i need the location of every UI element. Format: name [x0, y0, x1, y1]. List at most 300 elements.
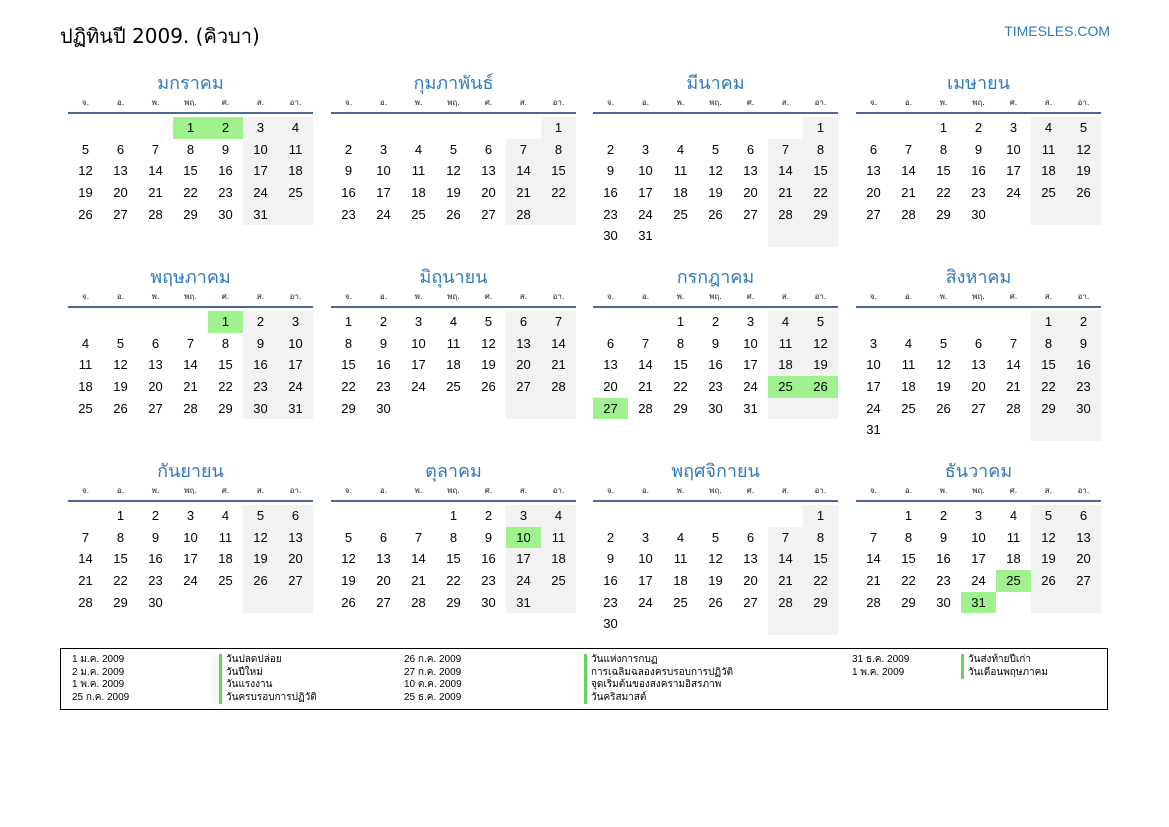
day-cell: 20 — [278, 548, 313, 570]
day-cell: 29 — [1031, 398, 1066, 420]
day-cell: 2 — [243, 311, 278, 333]
day-cell: 6 — [116, 141, 125, 157]
weekday-label: อา. — [289, 98, 302, 107]
day-cell: 11 — [411, 163, 426, 179]
empty-cell — [663, 613, 698, 635]
holiday-day-cell: 1 — [173, 117, 208, 139]
empty-cell — [768, 117, 803, 139]
weekday-label: พฤ. — [184, 486, 197, 495]
day-cell: 6 — [974, 335, 983, 351]
weekday-label: ส. — [1044, 486, 1053, 495]
day-cell: 14 — [768, 548, 803, 570]
day-cell: 12 — [708, 551, 723, 567]
day-cell: 15 — [936, 163, 951, 179]
day-cell: 23 — [936, 573, 951, 589]
empty-cell — [103, 117, 138, 139]
day-cell: 16 — [708, 357, 723, 373]
empty-cell — [331, 505, 366, 527]
day-cell: 14 — [768, 160, 803, 182]
day-cell: 19 — [243, 548, 278, 570]
day-cell: 17 — [638, 185, 653, 201]
day-cell: 14 — [866, 551, 881, 567]
empty-cell — [331, 117, 366, 139]
empty-cell — [628, 613, 663, 635]
empty-cell — [401, 398, 436, 420]
day-cell: 11 — [218, 529, 233, 545]
empty-cell — [803, 225, 838, 247]
day-cell: 29 — [218, 400, 233, 416]
day-cell: 2 — [711, 314, 720, 329]
day-cell: 19 — [113, 379, 128, 395]
holiday-name: วันเดือนพฤษภาคม — [968, 666, 1048, 678]
day-cell: 8 — [904, 529, 913, 545]
day-cell: 10 — [638, 163, 653, 179]
day-cell: 16 — [1066, 354, 1101, 376]
day-grid — [68, 117, 313, 225]
day-cell: 11 — [1006, 529, 1021, 545]
day-cell: 5 — [81, 141, 90, 157]
empty-cell — [628, 311, 663, 333]
month-name: มีนาคม — [686, 73, 745, 94]
weekday-label: จ. — [81, 98, 90, 107]
day-cell: 26 — [708, 594, 723, 610]
day-cell: 28 — [866, 594, 881, 610]
month-5 — [68, 264, 313, 419]
weekday-label: พ. — [676, 486, 685, 495]
empty-cell — [996, 311, 1031, 333]
day-cell: 23 — [1066, 376, 1101, 398]
day-cell: 27 — [148, 400, 163, 416]
weekday-label: จ. — [81, 486, 90, 495]
empty-cell — [891, 419, 926, 441]
day-cell: 17 — [376, 185, 391, 201]
day-cell: 12 — [1066, 139, 1101, 161]
day-cell: 4 — [449, 314, 458, 329]
day-cell: 15 — [341, 357, 356, 373]
day-cell: 29 — [936, 206, 951, 222]
holiday-date: 1 พ.ค. 2009 — [852, 666, 905, 678]
day-cell: 28 — [638, 400, 653, 416]
day-cell: 21 — [148, 185, 163, 201]
day-cell: 20 — [113, 185, 128, 201]
weekday-label: จ. — [869, 98, 878, 107]
day-cell: 19 — [481, 357, 496, 373]
day-cell: 6 — [506, 311, 541, 333]
day-cell: 1 — [904, 508, 913, 523]
day-cell: 7 — [81, 529, 90, 545]
day-cell: 15 — [446, 551, 461, 567]
weekday-label: พ. — [414, 486, 423, 495]
weekday-label: ศ. — [1009, 486, 1018, 495]
holiday-day-cell: 27 — [593, 398, 628, 420]
weekday-label: พ. — [939, 486, 948, 495]
day-cell: 25 — [278, 182, 313, 204]
day-cell: 30 — [218, 206, 233, 222]
empty-cell — [698, 117, 733, 139]
day-cell: 17 — [411, 357, 426, 373]
day-cell: 5 — [344, 529, 353, 545]
month-7 — [593, 264, 838, 419]
weekday-header — [331, 292, 576, 308]
weekday-label: จ. — [869, 292, 878, 301]
day-cell: 22 — [673, 379, 688, 395]
month-name: มิถุนายน — [419, 267, 488, 288]
day-cell: 26 — [113, 400, 128, 416]
day-cell: 12 — [113, 357, 128, 373]
day-cell: 28 — [183, 400, 198, 416]
day-cell: 25 — [673, 594, 688, 610]
weekday-label: อ. — [116, 98, 125, 107]
day-cell: 8 — [186, 141, 195, 157]
day-cell: 10 — [638, 551, 653, 567]
weekday-label: อ. — [116, 292, 125, 301]
day-cell: 26 — [446, 206, 461, 222]
day-cell: 4 — [221, 508, 230, 523]
day-cell: 17 — [638, 573, 653, 589]
day-cell: 3 — [379, 141, 388, 157]
day-cell: 25 — [901, 400, 916, 416]
day-cell: 4 — [541, 505, 576, 527]
day-cell: 5 — [939, 335, 948, 351]
day-cell: 13 — [376, 551, 391, 567]
day-cell: 3 — [869, 335, 878, 351]
day-cell: 23 — [376, 379, 391, 395]
day-cell: 1 — [541, 117, 576, 139]
day-cell: 26 — [1031, 570, 1066, 592]
empty-cell — [961, 419, 996, 441]
day-cell: 13 — [278, 527, 313, 549]
day-cell: 3 — [186, 508, 195, 523]
day-cell: 24 — [866, 400, 881, 416]
day-cell: 7 — [869, 529, 878, 545]
day-cell: 5 — [243, 505, 278, 527]
day-cell: 9 — [974, 141, 983, 157]
weekday-label: ส. — [781, 292, 790, 301]
day-cell: 15 — [803, 160, 838, 182]
holiday-date-column — [404, 654, 462, 704]
weekday-label: พ. — [414, 292, 423, 301]
day-cell: 20 — [866, 185, 881, 201]
weekday-label: อ. — [904, 98, 913, 107]
day-cell: 17 — [278, 354, 313, 376]
weekday-label: พ. — [939, 292, 948, 301]
day-cell: 2 — [974, 120, 983, 135]
day-cell: 11 — [541, 527, 576, 549]
day-cell: 7 — [506, 139, 541, 161]
empty-cell — [593, 311, 628, 333]
weekday-label: ศ. — [484, 486, 493, 495]
day-cell: 7 — [1009, 335, 1018, 351]
day-cell: 23 — [148, 573, 163, 589]
day-cell: 29 — [901, 594, 916, 610]
weekday-label: จ. — [606, 292, 615, 301]
day-cell: 7 — [904, 141, 913, 157]
day-cell: 12 — [1031, 527, 1066, 549]
weekday-label: ศ. — [746, 98, 755, 107]
empty-cell — [401, 505, 436, 527]
day-cell: 6 — [869, 141, 878, 157]
empty-cell — [733, 225, 768, 247]
day-cell: 18 — [768, 354, 803, 376]
day-cell: 26 — [78, 206, 93, 222]
day-cell: 23 — [341, 206, 356, 222]
holiday-name: วันปีใหม่ — [226, 666, 263, 678]
day-cell: 1 — [449, 508, 458, 523]
weekday-label: พ. — [151, 98, 160, 107]
day-cell: 21 — [901, 185, 916, 201]
day-cell: 26 — [936, 400, 951, 416]
month-name: สิงหาคม — [945, 267, 1012, 288]
month-6 — [331, 264, 576, 419]
empty-cell — [243, 592, 278, 614]
day-cell: 18 — [218, 551, 233, 567]
weekday-label: พฤ. — [184, 98, 197, 107]
empty-cell — [138, 311, 173, 333]
day-cell: 29 — [803, 204, 838, 226]
day-cell: 2 — [606, 529, 615, 545]
day-cell: 21 — [78, 573, 93, 589]
day-cell: 21 — [768, 182, 803, 204]
month-name: พฤศจิกายน — [671, 461, 760, 482]
weekday-label: ส. — [781, 486, 790, 495]
day-cell: 12 — [446, 163, 461, 179]
day-cell: 10 — [376, 163, 391, 179]
day-cell: 27 — [113, 206, 128, 222]
day-cell: 23 — [218, 185, 233, 201]
day-cell: 27 — [278, 570, 313, 592]
weekday-header — [856, 486, 1101, 502]
day-cell: 16 — [341, 185, 356, 201]
day-grid — [331, 311, 576, 419]
day-cell: 23 — [481, 573, 496, 589]
empty-cell — [803, 613, 838, 635]
day-cell: 6 — [1066, 505, 1101, 527]
holiday-date: 10 ต.ค. 2009 — [404, 679, 462, 690]
day-cell: 9 — [1066, 333, 1101, 355]
day-cell: 19 — [936, 379, 951, 395]
day-cell: 28 — [901, 206, 916, 222]
weekday-label: ศ. — [746, 292, 755, 301]
day-cell: 2 — [344, 141, 353, 157]
empty-cell — [698, 225, 733, 247]
empty-cell — [856, 505, 891, 527]
weekday-label: ศ. — [221, 486, 230, 495]
holiday-name: วันแรงงาน — [226, 679, 273, 690]
empty-cell — [996, 204, 1031, 226]
empty-cell — [436, 117, 471, 139]
day-cell: 24 — [638, 206, 653, 222]
weekday-label: พ. — [939, 98, 948, 107]
day-cell: 1 — [344, 314, 353, 329]
weekday-label: พฤ. — [709, 292, 722, 301]
day-cell: 11 — [278, 139, 313, 161]
weekday-label: ศ. — [1009, 98, 1018, 107]
day-cell: 23 — [971, 185, 986, 201]
day-cell: 30 — [148, 594, 163, 610]
holiday-name: การเฉลิมฉลองครบรอบการปฏิวัติ — [591, 666, 734, 678]
day-cell: 4 — [414, 141, 423, 157]
day-cell: 28 — [506, 204, 541, 226]
day-cell: 21 — [411, 573, 426, 589]
weekday-header — [331, 98, 576, 114]
day-cell: 4 — [676, 141, 685, 157]
day-cell: 25 — [411, 206, 426, 222]
day-cell: 12 — [803, 333, 838, 355]
day-cell: 10 — [278, 333, 313, 355]
day-cell: 7 — [768, 139, 803, 161]
weekday-label: ส. — [1044, 98, 1053, 107]
empty-cell — [733, 613, 768, 635]
empty-cell — [208, 592, 243, 614]
empty-cell — [733, 505, 768, 527]
day-cell: 9 — [939, 529, 948, 545]
day-cell: 21 — [638, 379, 653, 395]
day-cell: 8 — [221, 335, 230, 351]
day-cell: 20 — [148, 379, 163, 395]
day-cell: 14 — [411, 551, 426, 567]
weekday-label: อา. — [552, 98, 565, 107]
weekday-header — [593, 486, 838, 502]
empty-cell — [768, 505, 803, 527]
day-cell: 18 — [541, 548, 576, 570]
empty-cell — [138, 117, 173, 139]
day-cell: 29 — [341, 400, 356, 416]
weekday-label: จ. — [344, 292, 353, 301]
weekday-label: ศ. — [1009, 292, 1018, 301]
day-cell: 16 — [218, 163, 233, 179]
day-cell: 20 — [971, 379, 986, 395]
month-12 — [856, 458, 1101, 613]
day-cell: 20 — [603, 379, 618, 395]
day-cell: 25 — [78, 400, 93, 416]
day-cell: 5 — [116, 335, 125, 351]
holiday-day-cell: 25 — [768, 376, 803, 398]
day-cell: 1 — [939, 120, 948, 135]
empty-cell — [628, 117, 663, 139]
day-cell: 3 — [414, 314, 423, 329]
day-cell: 22 — [1031, 376, 1066, 398]
empty-cell — [278, 204, 313, 226]
weekday-header — [331, 486, 576, 502]
day-grid — [68, 311, 313, 419]
empty-cell — [471, 398, 506, 420]
weekday-label: อา. — [814, 98, 827, 107]
day-cell: 21 — [183, 379, 198, 395]
day-cell: 31 — [243, 204, 278, 226]
day-cell: 24 — [743, 379, 758, 395]
weekday-header — [68, 292, 313, 308]
day-cell: 12 — [243, 527, 278, 549]
day-cell: 30 — [971, 206, 986, 222]
day-cell: 23 — [603, 206, 618, 222]
day-cell: 14 — [541, 333, 576, 355]
day-cell: 13 — [743, 551, 758, 567]
weekday-label: พฤ. — [972, 292, 985, 301]
empty-cell — [698, 505, 733, 527]
weekday-label: พ. — [151, 292, 160, 301]
day-cell: 15 — [1031, 354, 1066, 376]
weekday-label: จ. — [344, 486, 353, 495]
weekday-label: อา. — [552, 486, 565, 495]
empty-cell — [628, 505, 663, 527]
day-cell: 12 — [341, 551, 356, 567]
day-cell: 16 — [376, 357, 391, 373]
day-cell: 20 — [376, 573, 391, 589]
day-cell: 13 — [971, 357, 986, 373]
day-cell: 17 — [506, 548, 541, 570]
day-cell: 22 — [218, 379, 233, 395]
day-cell: 5 — [711, 529, 720, 545]
weekday-label: ศ. — [221, 98, 230, 107]
day-cell: 30 — [376, 400, 391, 416]
holiday-day-cell: 31 — [961, 592, 996, 614]
weekday-label: ศ. — [746, 486, 755, 495]
day-cell: 15 — [218, 357, 233, 373]
day-cell: 7 — [414, 529, 423, 545]
day-cell: 7 — [151, 141, 160, 157]
day-cell: 8 — [1031, 333, 1066, 355]
day-cell: 16 — [148, 551, 163, 567]
day-cell: 4 — [676, 529, 685, 545]
day-cell: 4 — [1009, 508, 1018, 523]
site-link[interactable]: TIMESLES.COM — [1004, 23, 1110, 39]
day-cell: 9 — [221, 141, 230, 157]
day-cell: 11 — [1031, 139, 1066, 161]
day-cell: 15 — [113, 551, 128, 567]
day-cell: 8 — [939, 141, 948, 157]
day-cell: 14 — [183, 357, 198, 373]
empty-cell — [278, 592, 313, 614]
holiday-name: วันคริสมาสต์ — [591, 691, 647, 703]
weekday-label: ศ. — [484, 98, 493, 107]
day-cell: 2 — [1066, 311, 1101, 333]
empty-cell — [1066, 419, 1101, 441]
day-cell: 28 — [768, 204, 803, 226]
day-cell: 28 — [1006, 400, 1021, 416]
weekday-label: อ. — [904, 486, 913, 495]
weekday-label: อ. — [641, 486, 650, 495]
day-cell: 7 — [641, 335, 650, 351]
day-cell: 22 — [541, 182, 576, 204]
holiday-date: 25 ก.ค. 2009 — [72, 691, 130, 703]
empty-cell — [103, 311, 138, 333]
weekday-label: อ. — [641, 98, 650, 107]
empty-cell — [803, 398, 838, 420]
day-cell: 20 — [1066, 548, 1101, 570]
day-cell: 16 — [936, 551, 951, 567]
day-cell: 23 — [603, 594, 618, 610]
weekday-label: พฤ. — [447, 486, 460, 495]
day-cell: 20 — [743, 573, 758, 589]
day-cell: 19 — [1066, 160, 1101, 182]
day-cell: 9 — [243, 333, 278, 355]
day-cell: 5 — [1031, 505, 1066, 527]
day-cell: 28 — [411, 594, 426, 610]
empty-cell — [698, 613, 733, 635]
day-cell: 31 — [743, 400, 758, 416]
day-cell: 27 — [376, 594, 391, 610]
day-cell: 6 — [606, 335, 615, 351]
holiday-date-column — [72, 654, 129, 704]
day-cell: 26 — [708, 206, 723, 222]
weekday-label: จ. — [606, 486, 615, 495]
day-cell: 14 — [901, 163, 916, 179]
day-cell: 25 — [446, 379, 461, 395]
day-cell: 18 — [1006, 551, 1021, 567]
holiday-day-cell: 26 — [803, 376, 838, 398]
weekday-label: พฤ. — [447, 292, 460, 301]
weekday-label: ส. — [519, 486, 528, 495]
